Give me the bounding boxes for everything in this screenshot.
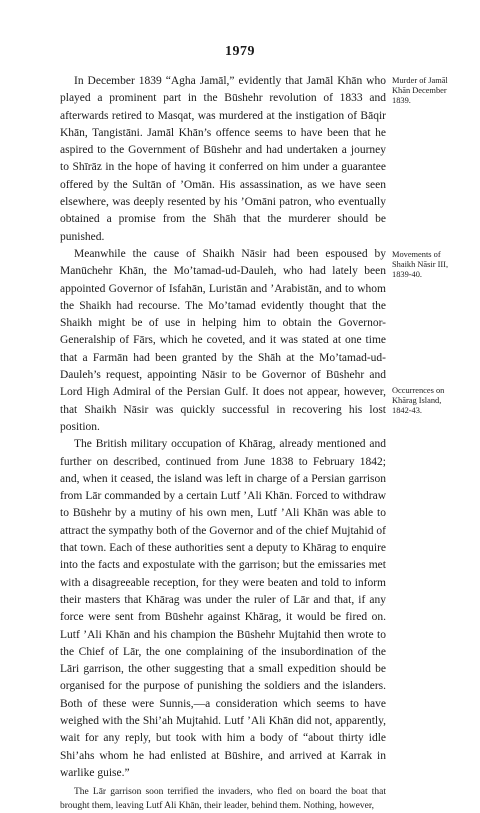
margin-note-murder: Murder of Jamāl Khān December 1839. <box>392 76 448 106</box>
paragraph-murder-of-jamal-khan: In December 1839 “Agha Jamāl,” evidently that Jamāl Khān who played a prominent part in the Būshehr revolution of 1833 and afterwards retired to Masqat, was murdered at the instigation of Bāqir Khān, Tangistāni. Jamāl Khān’s offence seems to have been that he aspired to the Government of Būshehr and had undertaken a journey to Shīrāz in the hope of having it conferred on him under a guarantee offered by the Sultān of ’Omān. His assassination, as we have seen elsewhere, was deeply resented by his ’Omāni patron, who eventually obtained a promise from the Shāh that the murderer should be punished. <box>60 75 386 243</box>
paragraph-kharag-occupation: The British military occupation of Khārag, already mentioned and further on described, continued from June 1838 to February 1842; and, when it ceased, the island was left in charge of a Persian garrison from Lār commanded by a certain Lutf ’Ali Khān. Forced to withdraw to Būshehr by a mutiny of his own men, Lutf ’Ali Khān was able to attract the sympathy both of the Governor and of the chief Mujtahid of that town. Each of these authorities sent a deputy to Khārag to enquire into the facts and expostulate with the garrison; but the emissaries met with a disagreeable reception, for they were beaten and told to inform their masters that Khārag was under the ruler of Lār and that, if any force were sent from Būshehr against Khārag, it would be fired on. Lutf ’Ali Khān and his champion the Būshehr Mujtahid then wrote to the Chief of Lār, the one complaining of the insubordination of the Lāri garrison, the other suggesting that a small expedition should be organised for the purpose of punishing the soldiers and the islanders. Both of these were Sunnis,—a consideration which seems to have weighed with the Shi’ah Mujtahid. Lutf ’Ali Khān did not, apparently, wait for any reply, but took with him a body of “about thirty idle Shi’ahs whom he had enlisted at Būshire, and arrived at Karrak in warlike guise.” <box>60 438 386 779</box>
page-number: 1979 <box>225 44 255 59</box>
margin-note-movements: Movements of Shaikh Nāsir III, 1839-40. <box>392 250 449 280</box>
paragraph-lar-garrison: The Lār garrison soon terrified the invaders, who fled on board the boat that brought them, leaving Lutf Ali Khān, their leader, behind them. Nothing, however, <box>60 787 386 812</box>
body-text <box>60 73 386 813</box>
paragraph-shaikh-nasir-movements: Meanwhile the cause of Shaikh Nāsir had been espoused by Manūchehr Khān, the Mo’tamad-ud-Dauleh, who had lately been appointed Governor of Isfahān, Luristān and ’Arabistān, and to whom the Shaikh had recourse. The Mo’tamad evidently thought that the Shaikh might be of use in helping him to obtain the Governor-Generalship of Fārs, which he coveted, and it was stated at one time that a Farmān had been granted by the Shāh at the Mo’tamad-ud-Dauleh’s request, appointing Nāsir to be Governor of Būshehr and Lord High Admiral of the Persian Gulf. It does not appear, however, that Shaikh Nāsir was quickly successful in recovering his lost position. <box>60 247 386 433</box>
margin-note-occurrences: Occurrences on Khārag Island, 1842-43. <box>392 386 445 416</box>
